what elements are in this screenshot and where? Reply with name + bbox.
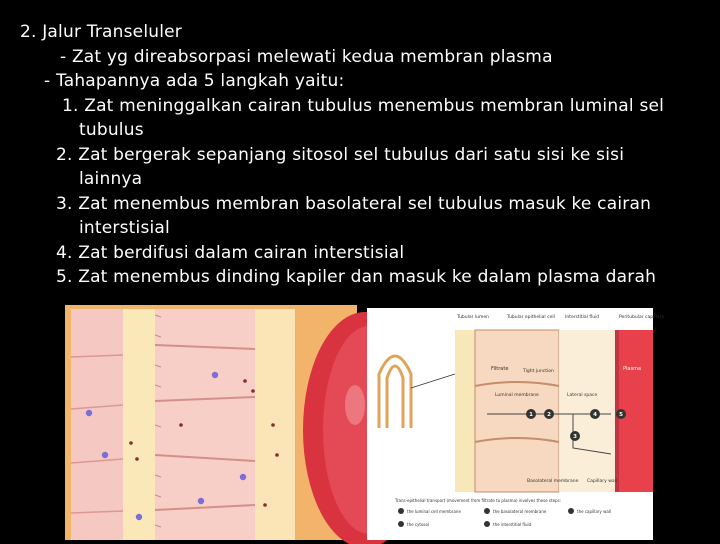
transport-diagram (367, 308, 665, 540)
bullet-1: - Zat yg direabsorpasi melewati kedua membran plasma (60, 46, 553, 67)
label-luminal-membrane: Luminal membrane (495, 393, 539, 398)
bullet-2: - Tahapannya ada 5 langkah yaitu: (44, 71, 345, 91)
step-4: 4. Zat berdifusi dalam cairan interstisial (56, 242, 405, 263)
step-2: 2. Zat bergerak sepanjang sitosol sel tubulus dari satu sisi ke sisi (56, 144, 625, 165)
legend-item-5: the capillary wall (577, 509, 612, 514)
tubule-illustration-svg (65, 305, 357, 540)
label-basolateral-membrane: Basolateral membrane (527, 479, 579, 484)
step-marker-4: 4 (593, 412, 597, 418)
header-capillary: Peritubular capillary (619, 315, 665, 320)
legend-item-1: the luminal cell membrane (407, 509, 461, 514)
header-interstitial: Interstitial fluid (565, 315, 600, 320)
label-capillary-wall: Capillary wall (587, 479, 618, 484)
step-3-cont: interstisial (79, 218, 170, 238)
label-lateral-space: Lateral space (567, 393, 598, 398)
step-1: 1. Zat meninggalkan cairan tubulus menembus membran luminal sel (62, 95, 665, 116)
label-tight-junction: Tight junction (523, 369, 554, 374)
header-epithelial: Tubular epithelial cell (507, 315, 555, 320)
step-marker-3: 3 (573, 434, 577, 440)
header-lumen: Tubular lumen (457, 315, 490, 320)
label-plasma: Plasma (623, 366, 642, 372)
legend-title: Trans-epithelial transport (movement from filtrate to plasma) involves these steps: (395, 498, 562, 503)
step-1-cont: tubulus (79, 120, 144, 140)
tubule-illustration (65, 305, 357, 540)
legend-item-3: the basolateral membrane (493, 509, 547, 514)
slide-heading: 2. Jalur Transeluler (20, 22, 182, 42)
legend-item-2: the cytosol (407, 522, 430, 527)
step-marker-2: 2 (547, 412, 551, 418)
step-marker-5: 5 (619, 412, 623, 418)
legend-item-4: the interstitial fluid (493, 522, 532, 527)
step-5: 5. Zat menembus dinding kapiler dan masuk ke dalam plasma darah (56, 267, 657, 287)
transport-diagram-svg (367, 308, 665, 540)
step-marker-1: 1 (529, 412, 533, 418)
label-filtrate: Filtrate (491, 366, 509, 372)
step-3: 3. Zat menembus membran basolateral sel tubulus masuk ke cairan (56, 193, 652, 214)
step-2-cont: lainnya (79, 169, 143, 189)
